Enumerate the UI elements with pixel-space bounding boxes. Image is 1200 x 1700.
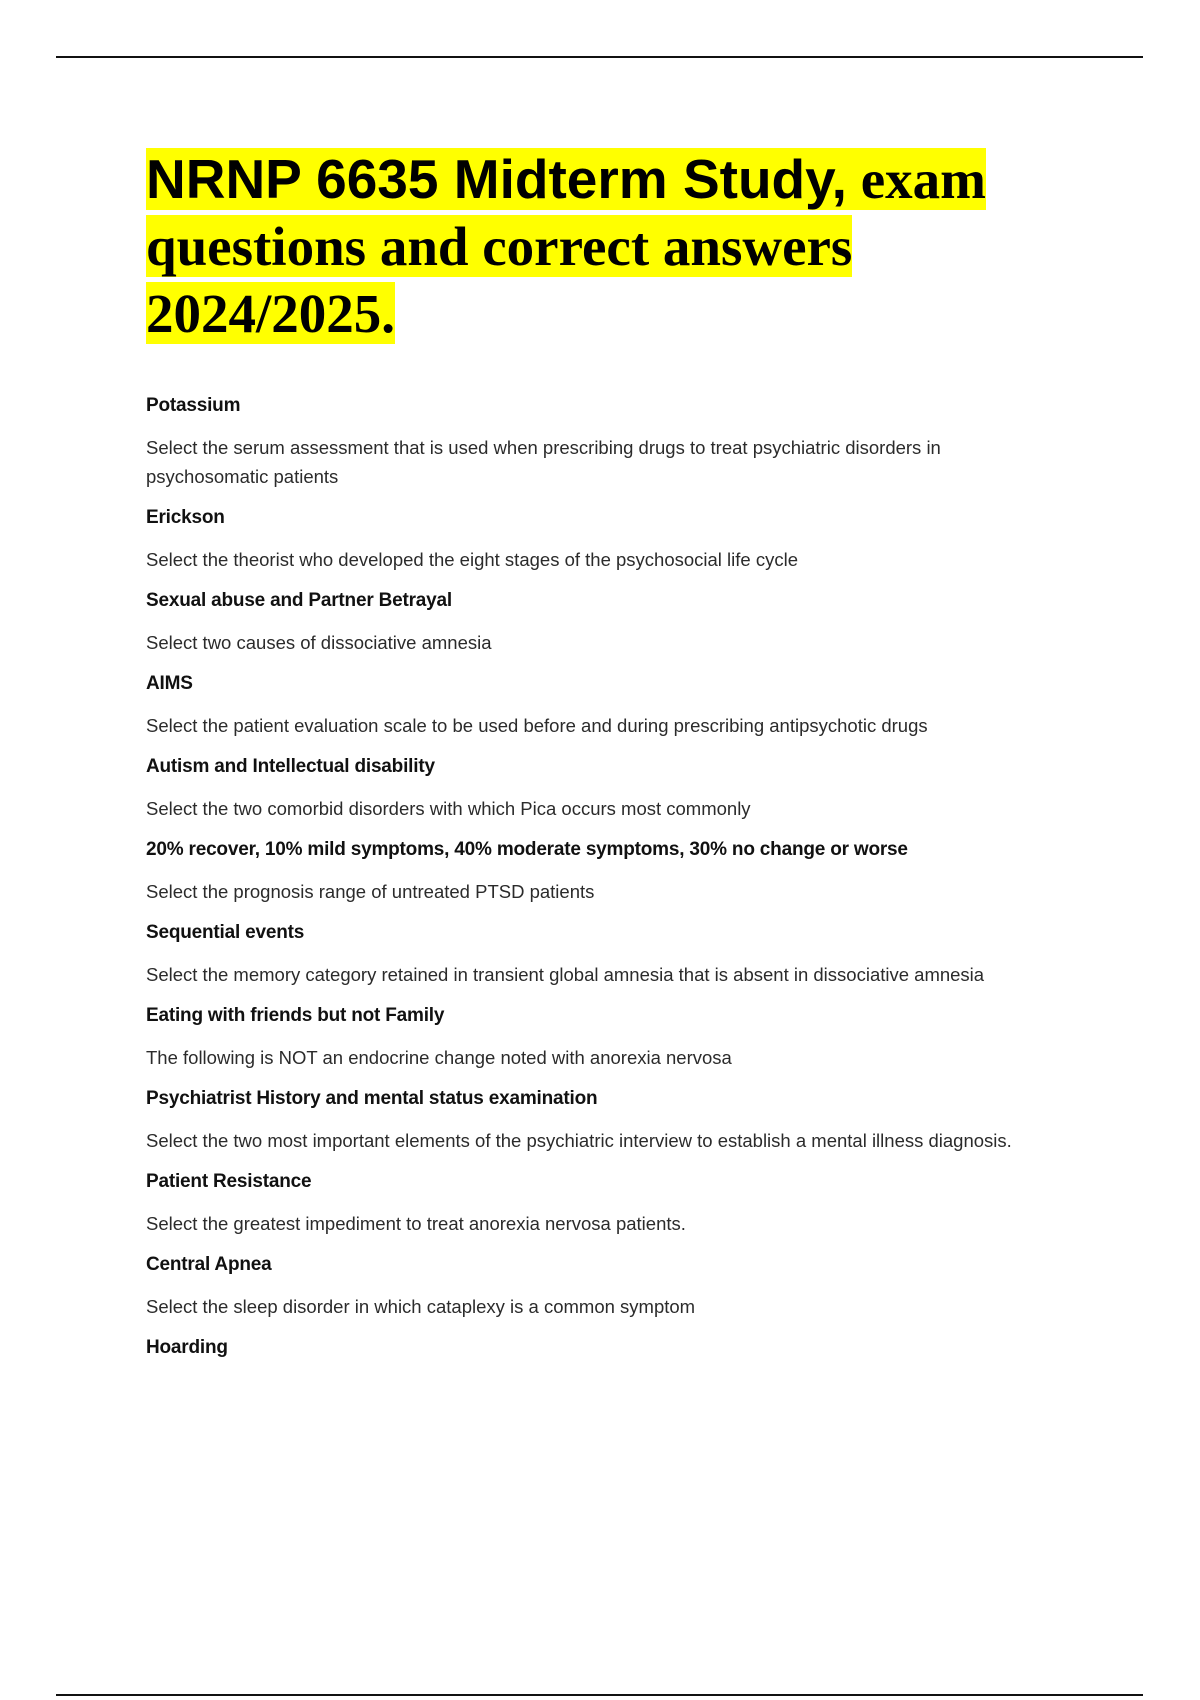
qa-list: [146, 393, 1046, 1361]
question-text: The following is NOT an endocrine change noted with anorexia nervosa: [146, 1047, 732, 1068]
qa-card: [146, 754, 1046, 823]
answer-text: Hoarding: [146, 1337, 228, 1358]
answer-text: Erickson: [146, 507, 225, 528]
document-body: [146, 146, 1046, 1375]
question-text: Select the patient evaluation scale to be used before and during prescribing antipsychotic drugs: [146, 715, 928, 736]
answer-text: Eating with friends but not Family: [146, 1005, 445, 1026]
document-title: [146, 146, 1046, 347]
title-course-part: NRNP 6635 Midterm Study,: [146, 148, 847, 210]
qa-card: [146, 1086, 1046, 1155]
question-text: Select two causes of dissociative amnesia: [146, 632, 492, 653]
qa-card: [146, 1003, 1046, 1072]
question-text: Select the two comorbid disorders with which Pica occurs most commonly: [146, 798, 751, 819]
question-text: Select the two most important elements of the psychiatric interview to establish a mental illness diagnosis.: [146, 1130, 1012, 1151]
answer-text: Sequential events: [146, 922, 305, 943]
bottom-rule: [56, 1694, 1143, 1696]
answer-text: Patient Resistance: [146, 1171, 312, 1192]
answer-text: AIMS: [146, 673, 193, 694]
answer-text: Sexual abuse and Partner Betrayal: [146, 590, 452, 611]
answer-text: 20% recover, 10% mild symptoms, 40% moderate symptoms, 30% no change or worse: [146, 839, 908, 860]
qa-card: [146, 1335, 1046, 1361]
qa-card: [146, 1169, 1046, 1238]
question-text: Select the memory category retained in transient global amnesia that is absent in dissociative amnesia: [146, 964, 985, 985]
qa-card: [146, 588, 1046, 657]
qa-card: [146, 837, 1046, 906]
qa-card: [146, 505, 1046, 574]
answer-text: Central Apnea: [146, 1254, 272, 1275]
question-text: Select the greatest impediment to treat anorexia nervosa patients.: [146, 1213, 686, 1234]
question-text: Select the sleep disorder in which cataplexy is a common symptom: [146, 1296, 696, 1317]
qa-card: [146, 671, 1046, 740]
answer-text: Autism and Intellectual disability: [146, 756, 435, 777]
answer-text: Psychiatrist History and mental status examination: [146, 1088, 598, 1109]
question-text: Select the prognosis range of untreated PTSD patients: [146, 881, 595, 902]
top-rule: [56, 56, 1143, 58]
answer-text: Potassium: [146, 395, 241, 416]
title-description-part: exam questions and correct answers 2024/2025.: [146, 149, 986, 344]
question-text: Select the serum assessment that is used when prescribing drugs to treat psychiatric disorders in psychosomatic patients: [146, 437, 941, 487]
qa-card: [146, 393, 1046, 491]
qa-card: [146, 1252, 1046, 1321]
qa-card: [146, 920, 1046, 989]
question-text: Select the theorist who developed the eight stages of the psychosocial life cycle: [146, 549, 798, 570]
